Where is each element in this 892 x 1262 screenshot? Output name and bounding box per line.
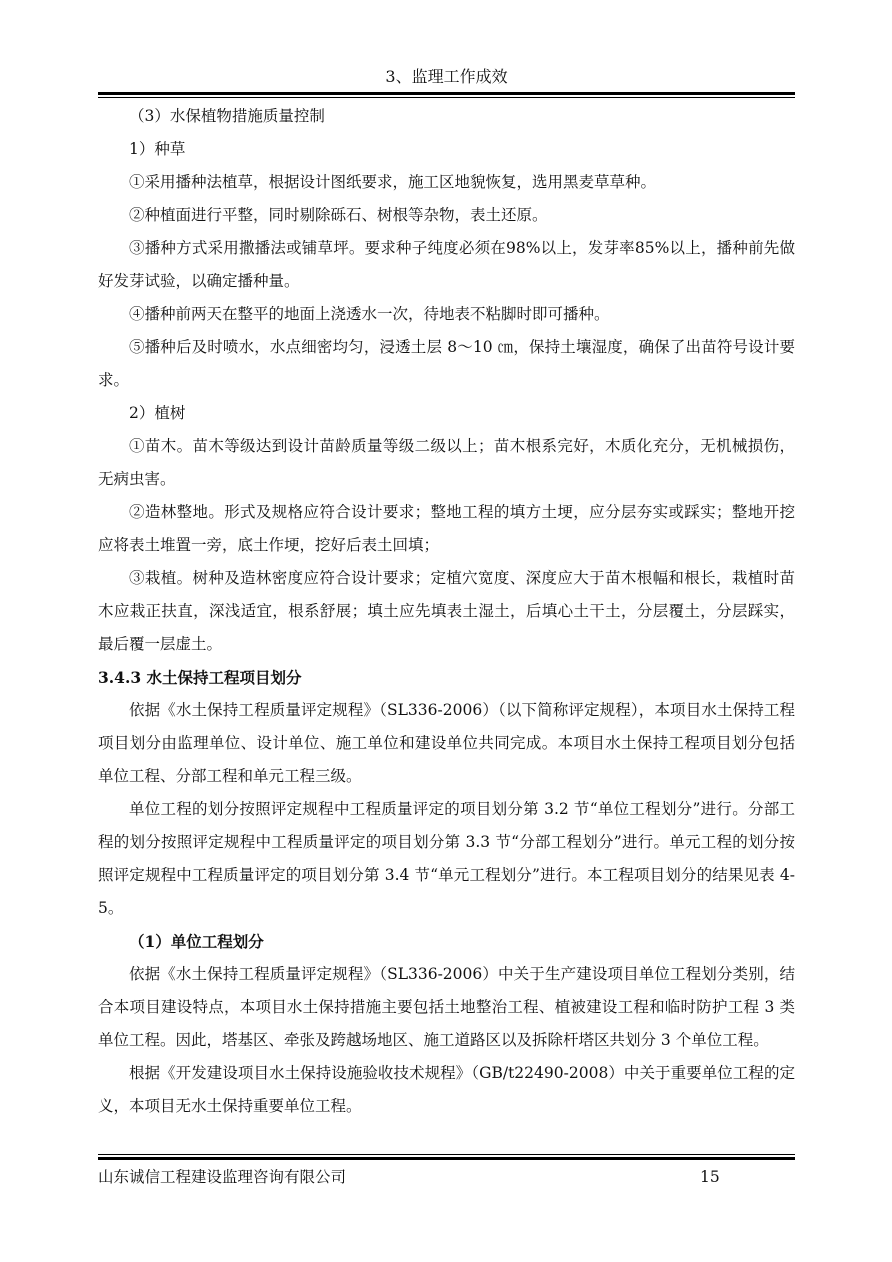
paragraph: 单位工程的划分按照评定规程中工程质量评定的项目划分第 3.2 节“单位工程划分”进行。分部工程的划分按照评定规程中工程质量评定的项目划分第 3.3 节“分部工程划分”进行。单元工程的划分按照评定规程中工程质量评定的项目划分第 3.4 节“单元工程划分”进行。本工程项目划分的结果见表 4-5。: [98, 800, 795, 917]
paragraph: （3）水保植物措施质量控制: [129, 107, 325, 125]
paragraph: ④播种前两天在整平的地面上浇透水一次，待地表不粘脚时即可播种。: [129, 305, 610, 323]
section-heading: 3.4.3 水土保持工程项目划分: [98, 668, 302, 687]
footer-rule-thick: [98, 1157, 795, 1160]
body-text: [98, 100, 795, 1123]
paragraph: ①苗木。苗木等级达到设计苗龄质量等级二级以上；苗木根系完好，木质化充分，无机械损伤，无病虫害。: [98, 437, 795, 488]
page-header-title: 3、监理工作成效: [385, 67, 508, 86]
page-number: 15: [700, 1168, 720, 1186]
paragraph: 依据《水土保持工程质量评定规程》（SL336-2006）中关于生产建设项目单位工程划分类别，结合本项目建设特点，本项目水土保持措施主要包括土地整治工程、植被建设工程和临时防护工程 3 类单位工程。因此，塔基区、牵张及跨越场地区、施工道路区以及拆除杆塔区共划分 3 个单位工程。: [98, 965, 795, 1049]
paragraph: 1）种草: [129, 140, 186, 158]
paragraph: 2）植树: [129, 404, 186, 422]
paragraph: ③播种方式采用撒播法或铺草坪。要求种子纯度必须在98%以上，发芽率85%以上，播种前先做好发芽试验，以确定播种量。: [98, 239, 795, 290]
paragraph: 根据《开发建设项目水土保持设施验收技术规程》（GB/t22490-2008）中关于重要单位工程的定义，本项目无水土保持重要单位工程。: [98, 1064, 795, 1115]
paragraph: 依据《水土保持工程质量评定规程》（SL336-2006）（以下简称评定规程），本项目水土保持工程项目划分由监理单位、设计单位、施工单位和建设单位共同完成。本项目水土保持工程项目划分包括单位工程、分部工程和单元工程三级。: [98, 701, 795, 785]
footer-rule-thin: [98, 1154, 795, 1155]
paragraph: ①采用播种法植草，根据设计图纸要求，施工区地貌恢复，选用黑麦草草种。: [129, 173, 657, 191]
paragraph: ②种植面进行平整，同时剔除砾石、树根等杂物，表土还原。: [129, 206, 548, 224]
header-rule-thin: [98, 97, 795, 98]
paragraph: ③栽植。树种及造林密度应符合设计要求；定植穴宽度、深度应大于苗木根幅和根长，栽植时苗木应栽正扶直，深浅适宜，根系舒展；填土应先填表土湿土，后填心土干土，分层覆土，分层踩实，最后覆一层虚土。: [98, 569, 795, 653]
footer-company: 山东诚信工程建设监理咨询有限公司: [98, 1168, 347, 1186]
subsection-heading: （1）单位工程划分: [129, 932, 264, 951]
paragraph: ②造林整地。形式及规格应符合设计要求；整地工程的填方土埂，应分层夯实或踩实；整地开挖应将表土堆置一旁，底土作埂，挖好后表土回填；: [98, 503, 795, 554]
header-rule-thick: [98, 92, 795, 95]
paragraph: ⑤播种后及时喷水，水点细密均匀，浸透土层 8～10 ㎝，保持土壤湿度，确保了出苗符号设计要求。: [98, 338, 795, 389]
